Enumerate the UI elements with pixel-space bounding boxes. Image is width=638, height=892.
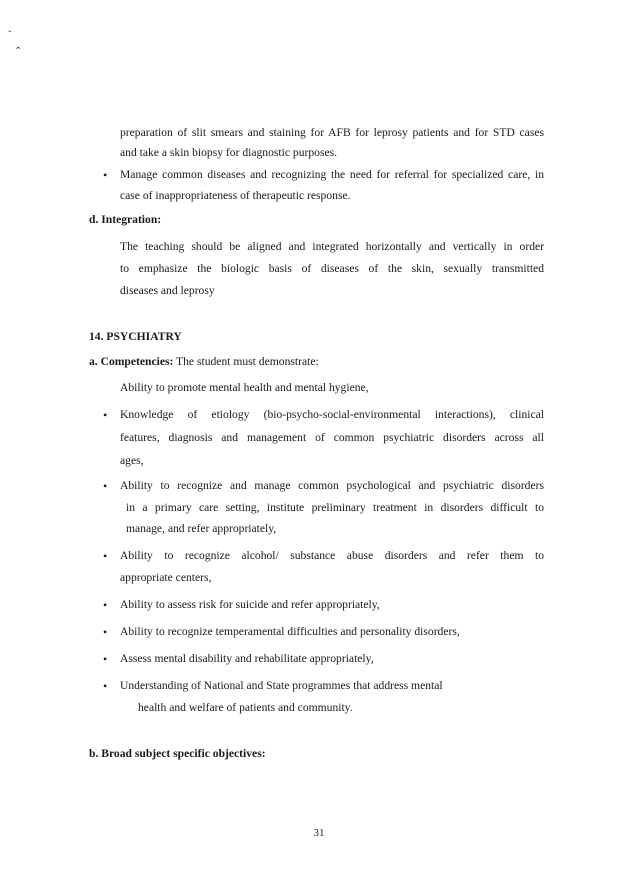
list-item-line: case of inappropriateness of therapeutic response. (120, 189, 351, 202)
list-item-line: features, diagnosis and management of common psychiatric disorders across all (120, 431, 544, 444)
competencies-label: a. Competencies: (89, 355, 174, 368)
list-item-line: Knowledge of etiology (bio-psycho-social-environmental interactions), clinical (120, 408, 544, 421)
bullet-icon: • (103, 598, 108, 612)
bullet-icon: • (103, 625, 108, 639)
section-heading: d. Integration: (89, 213, 162, 226)
list-item-line: appropriate centers, (120, 571, 212, 584)
list-item-line: Ability to recognize temperamental difficulties and personality disorders, (120, 625, 460, 638)
list-item-line: Manage common diseases and recognizing the need for referral for specialized care, in (120, 168, 544, 181)
scan-mark: ˇ (8, 30, 12, 41)
list-item-line: manage, and refer appropriately, (126, 522, 277, 535)
bullet-icon: • (103, 408, 108, 422)
body-line: preparation of slit smears and staining for AFB for leprosy patients and for STD cases (120, 126, 544, 139)
list-item-line: Assess mental disability and rehabilitate appropriately, (120, 652, 374, 665)
bullet-icon: • (103, 549, 108, 563)
body-line: The teaching should be aligned and integrated horizontally and vertically in order (120, 240, 544, 253)
bullet-icon: • (103, 652, 108, 666)
competencies-line (89, 355, 319, 369)
list-item-line: Ability to recognize alcohol/ substance abuse disorders and refer them to (120, 549, 544, 562)
list-item-line: ages, (120, 454, 144, 467)
list-item-line: in a primary care setting, institute preliminary treatment in disorders difficult to (126, 501, 544, 514)
bullet-icon: • (103, 168, 108, 182)
chapter-heading: 14. PSYCHIATRY (89, 330, 182, 343)
bullet-icon: • (103, 679, 108, 693)
list-item-line: Ability to assess risk for suicide and refer appropriately, (120, 598, 380, 611)
body-line: diseases and leprosy (120, 284, 215, 297)
page-number: 31 (313, 827, 325, 839)
bullet-icon: • (103, 479, 108, 493)
list-item-line: health and welfare of patients and community. (138, 701, 353, 714)
body-line: and take a skin biopsy for diagnostic purposes. (120, 146, 338, 159)
scan-mark: ˆ (16, 44, 21, 59)
body-line: to emphasize the biologic basis of diseases of the skin, sexually transmitted (120, 262, 544, 275)
competencies-intro: The student must demonstrate: (173, 355, 319, 368)
section-heading: b. Broad subject specific objectives: (89, 747, 266, 760)
list-item-line: Understanding of National and State programmes that address mental (120, 679, 443, 692)
list-item-line: Ability to recognize and manage common psychological and psychiatric disorders (120, 479, 544, 492)
list-item-line: Ability to promote mental health and mental hygiene, (120, 381, 369, 394)
